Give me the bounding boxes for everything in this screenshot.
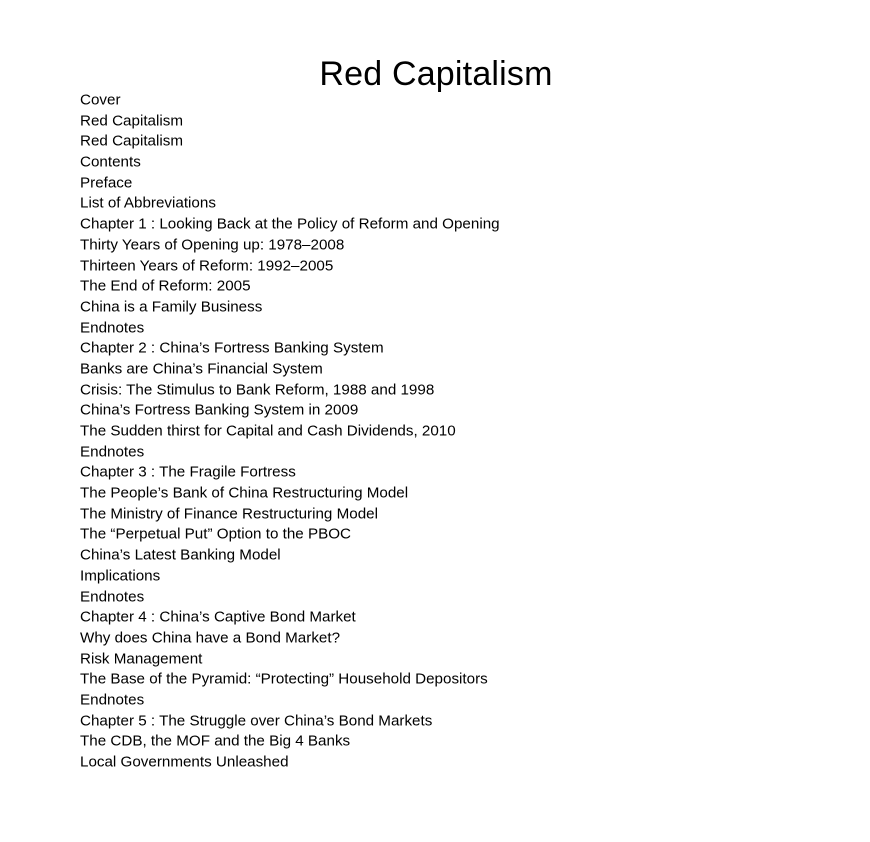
toc-entry: Chapter 1 : Looking Back at the Policy of Reform and Opening [80,216,500,233]
toc-entry: The “Perpetual Put” Option to the PBOC [80,526,351,543]
toc-entry: Endnotes [80,319,145,337]
toc-entry: The Base of the Pyramid: “Protecting” Household Depositors [80,671,488,688]
toc-entry: Contents [80,154,141,171]
toc-entry: Thirty Years of Opening up: 1978–2008 [80,236,345,254]
toc-entry: China’s Latest Banking Model [80,547,281,564]
toc-entry: The CDB, the MOF and the Big 4 Banks [80,733,351,750]
toc-entry: China is a Family Business [80,298,263,316]
toc-entry: Endnotes [80,691,145,709]
toc-entry: Cover [80,91,121,109]
toc-entry: Preface [80,174,133,192]
table-of-contents [80,91,500,774]
toc-entry: The Sudden thirst for Capital and Cash Dividends, 2010 [80,422,456,440]
toc-entry: Chapter 4 : China’s Captive Bond Market [80,609,356,626]
toc-entry: The People’s Bank of China Restructuring Model [80,485,409,502]
toc-entry: Red Capitalism [80,133,183,150]
toc-entry: Endnotes [80,443,145,461]
toc-entry: China’s Fortress Banking System in 2009 [80,402,359,419]
toc-entry: Chapter 5 : The Struggle over China’s Bond Markets [80,712,433,730]
toc-entry: The End of Reform: 2005 [80,278,251,295]
toc-entry: Why does China have a Bond Market? [80,629,341,647]
toc-entry: List of Abbreviations [80,195,216,212]
toc-entry: Chapter 2 : China’s Fortress Banking System [80,340,384,357]
toc-entry: Red Capitalism [80,112,183,130]
toc-entry: Banks are China’s Financial System [80,360,323,378]
document-title: Red Capitalism [319,55,553,93]
toc-entry: Chapter 3 : The Fragile Fortress [80,464,296,481]
toc-entry: The Ministry of Finance Restructuring Model [80,505,378,523]
toc-entry: Endnotes [80,588,145,605]
toc-entry: Implications [80,567,161,585]
toc-entry: Crisis: The Stimulus to Bank Reform, 1988 and 1998 [80,381,435,399]
toc-entry: Thirteen Years of Reform: 1992–2005 [80,257,334,274]
toc-entry: Risk Management [80,650,203,668]
toc-entry: Local Governments Unleashed [80,753,289,771]
